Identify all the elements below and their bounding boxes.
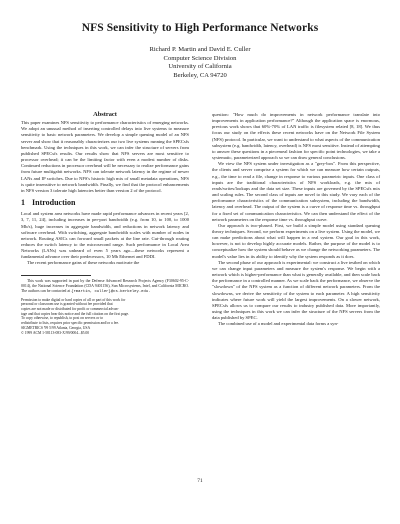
copyright-line: Permission to make digital or hard copies of all or part of this work for xyxy=(21,297,126,302)
author-names: Richard P. Martin and David E. Culler xyxy=(149,46,251,53)
right-column xyxy=(212,112,380,327)
footnote-rule xyxy=(21,275,91,276)
footnote-text: This work was supported in part by the Defense Advanced Research Projects Agency (F30602-95-C-0014), the National Science Foundation (CDA 9401156), Sun Microsystems, Intel, and California MICRO. The authors can be contacted at xyxy=(21,278,189,293)
page-number: 71 xyxy=(197,478,203,484)
copyright-line: SIGMETRICS '99 5/99 Atlanta, Georgia, USA xyxy=(21,325,91,330)
body-paragraph-3: Our approach is two-phased. First, we build a simple model using standard queuing theory techniques. Second, we perform experiments on a live system. Using the model, we can make predictions about what will happen in a real system. Our goal in this work, however, is not to develop highly accurate models. Rather, the purpose of the model is to conceptualize how the system should behave as we change the networking parameters. The model's value lies in its ability to identify why the system responds as it does. xyxy=(212,222,380,259)
author-location: Berkeley, CA 94720 xyxy=(173,71,227,79)
copyright-line: copies are not made or distributed for profit or commercial advan- xyxy=(21,307,119,311)
copyright-line: To copy otherwise, to republish, to post on servers or to xyxy=(21,316,104,321)
funding-footnote xyxy=(21,279,189,295)
abstract-text: This paper examines NFS sensitivity to performance characteristics of emerging networks. We adopt an unusual method of inserting controlled delays into live systems to measure sensitivity to basic network parameters. We develop a simple queuing model of an NFS server and show that it reasonably characterizes our two live systems running the SPECsfs benchmark. Using the techniques in this work, we can infer the structure of servers from published SPECsfs results. Our results show that NFS servers are most sensitive to processor overhead; it can be the limiting factor with even a modest number of disks. Continued reductions in processor overhead will be necessary to realize performance gains from future multigabit networks. NFS can tolerate network latency in the regime of newer LANs and IP switches. Due to NFS's historic high mix of small metadata operations, NFS is quite insensitive to network bandwidth. Finally, we find that the protocol enhancements in NFS version 3 tolerate high latencies better than version 2 of the protocol. xyxy=(21,120,189,193)
left-column xyxy=(21,112,189,335)
paper-title: NFS Sensitivity to High Performance Networks xyxy=(81,22,319,34)
copyright-line: tage and that copies bear this notice and the full citation on the first page. xyxy=(21,311,130,316)
section-number: 1 xyxy=(21,198,25,208)
body-paragraph-1: question: "How much do improvements in network performance translate into improvements in application performance?" Although the application space is enormous, previous work shows that 60%-70% of LAN traffic is filesystem related [8, 18]. We thus focus our study on the effects these recent networks have on the Network File System (NFS) protocol. In particular, we want to understand to what aspects of the communication subsystem (e.g. bandwidth, latency, overhead) is NFS most sensitive. Instead of attempting to answer these questions in a piecemeal fashion for specific point technologies, we take a systematic, parameterized approach so we can draw general conclusions. xyxy=(212,112,380,161)
intro-paragraph-1: Local and system area networks have made rapid performance advances in recent years [2, 3, 7, 11, 24], including increases in per-port bandwidth (e.g. from 10, to 100, to 1000 Mb/s), huge increases in aggregate bandwidth, and reductions in network latency and software overhead. With switching, aggregate bandwidth scales with number of nodes in network. Routing ASICs can forward small packets at the line rate. Cut-through routing reduces the switch latency to the microsecond range. Such performance in Local Area Networks (LANs) was unheard of even 5 years ago—these networks represent a fundamental advance over their predecessors, 10 Mb Ethernet and FDDI. xyxy=(21,211,189,260)
copyright-notice xyxy=(21,298,189,336)
footnote-email: {rmartin, culler}@cs.berkeley.edu. xyxy=(71,289,151,294)
section-title: Introduction xyxy=(32,198,76,208)
section-heading-introduction xyxy=(21,200,189,206)
body-paragraph-4: The second phase of our approach is experimental: we construct a live testbed on which we can change input parameters and measure the system's response. We begin with a network which is higher-performance than what is generally available, and then scale back the performance in a controlled manner. As we scale back the performance, we observe the "slowdown" of the NFS system as a function of different network parameters. From the slowdowns, we derive the sensitivity of the system to each parameter. A high sensitivity indicates where future work will yield the largest improvements. On a slower network, SPECsfs allows us to compare our results to industry published data. More importantly, using the techniques in this work we can infer the structure of the NFS servers from the data published by SPEC. xyxy=(212,259,380,321)
author-block xyxy=(0,46,400,80)
body-paragraph-5: The combined use of a model and experimental data forms a syn- xyxy=(218,321,339,327)
body-paragraph-2: We view the NFS system under investigation as a "grey-box". From this perspective, the clients and server comprise a system for which we can measure how certain outputs, e.g., the time to read a file, change in response to various parametric inputs. One class of inputs are the traditional characteristics of NFS workloads, e.g. the mix of reads/writes/lookups and the data set size. These inputs are governed by the SPECsfs mix and scaling rules. The second class of inputs are novel to this study. We vary each of the performance characteristics of the communication subsystem, including the bandwidth, latency and overhead. The output of the system is a curve of response time vs. throughput for a fixed set of communication characteristics. We can then understand the effect of the network parameters on the response time vs. throughput curve. xyxy=(212,161,380,222)
copyright-line: © 1999 ACM 1-58113-083-X/99/0004...$5.00 xyxy=(21,330,90,335)
copyright-line: personal or classroom use is granted without fee provided that xyxy=(21,302,113,307)
abstract-heading: Abstract xyxy=(93,111,117,118)
author-department: Computer Science Division xyxy=(163,54,237,62)
intro-paragraph-2: The recent performance gains of these networks motivate the xyxy=(27,260,140,266)
author-university: University of California xyxy=(168,63,232,71)
copyright-line: redistribute to lists, requires prior specific permission and/or a fee. xyxy=(21,321,119,326)
